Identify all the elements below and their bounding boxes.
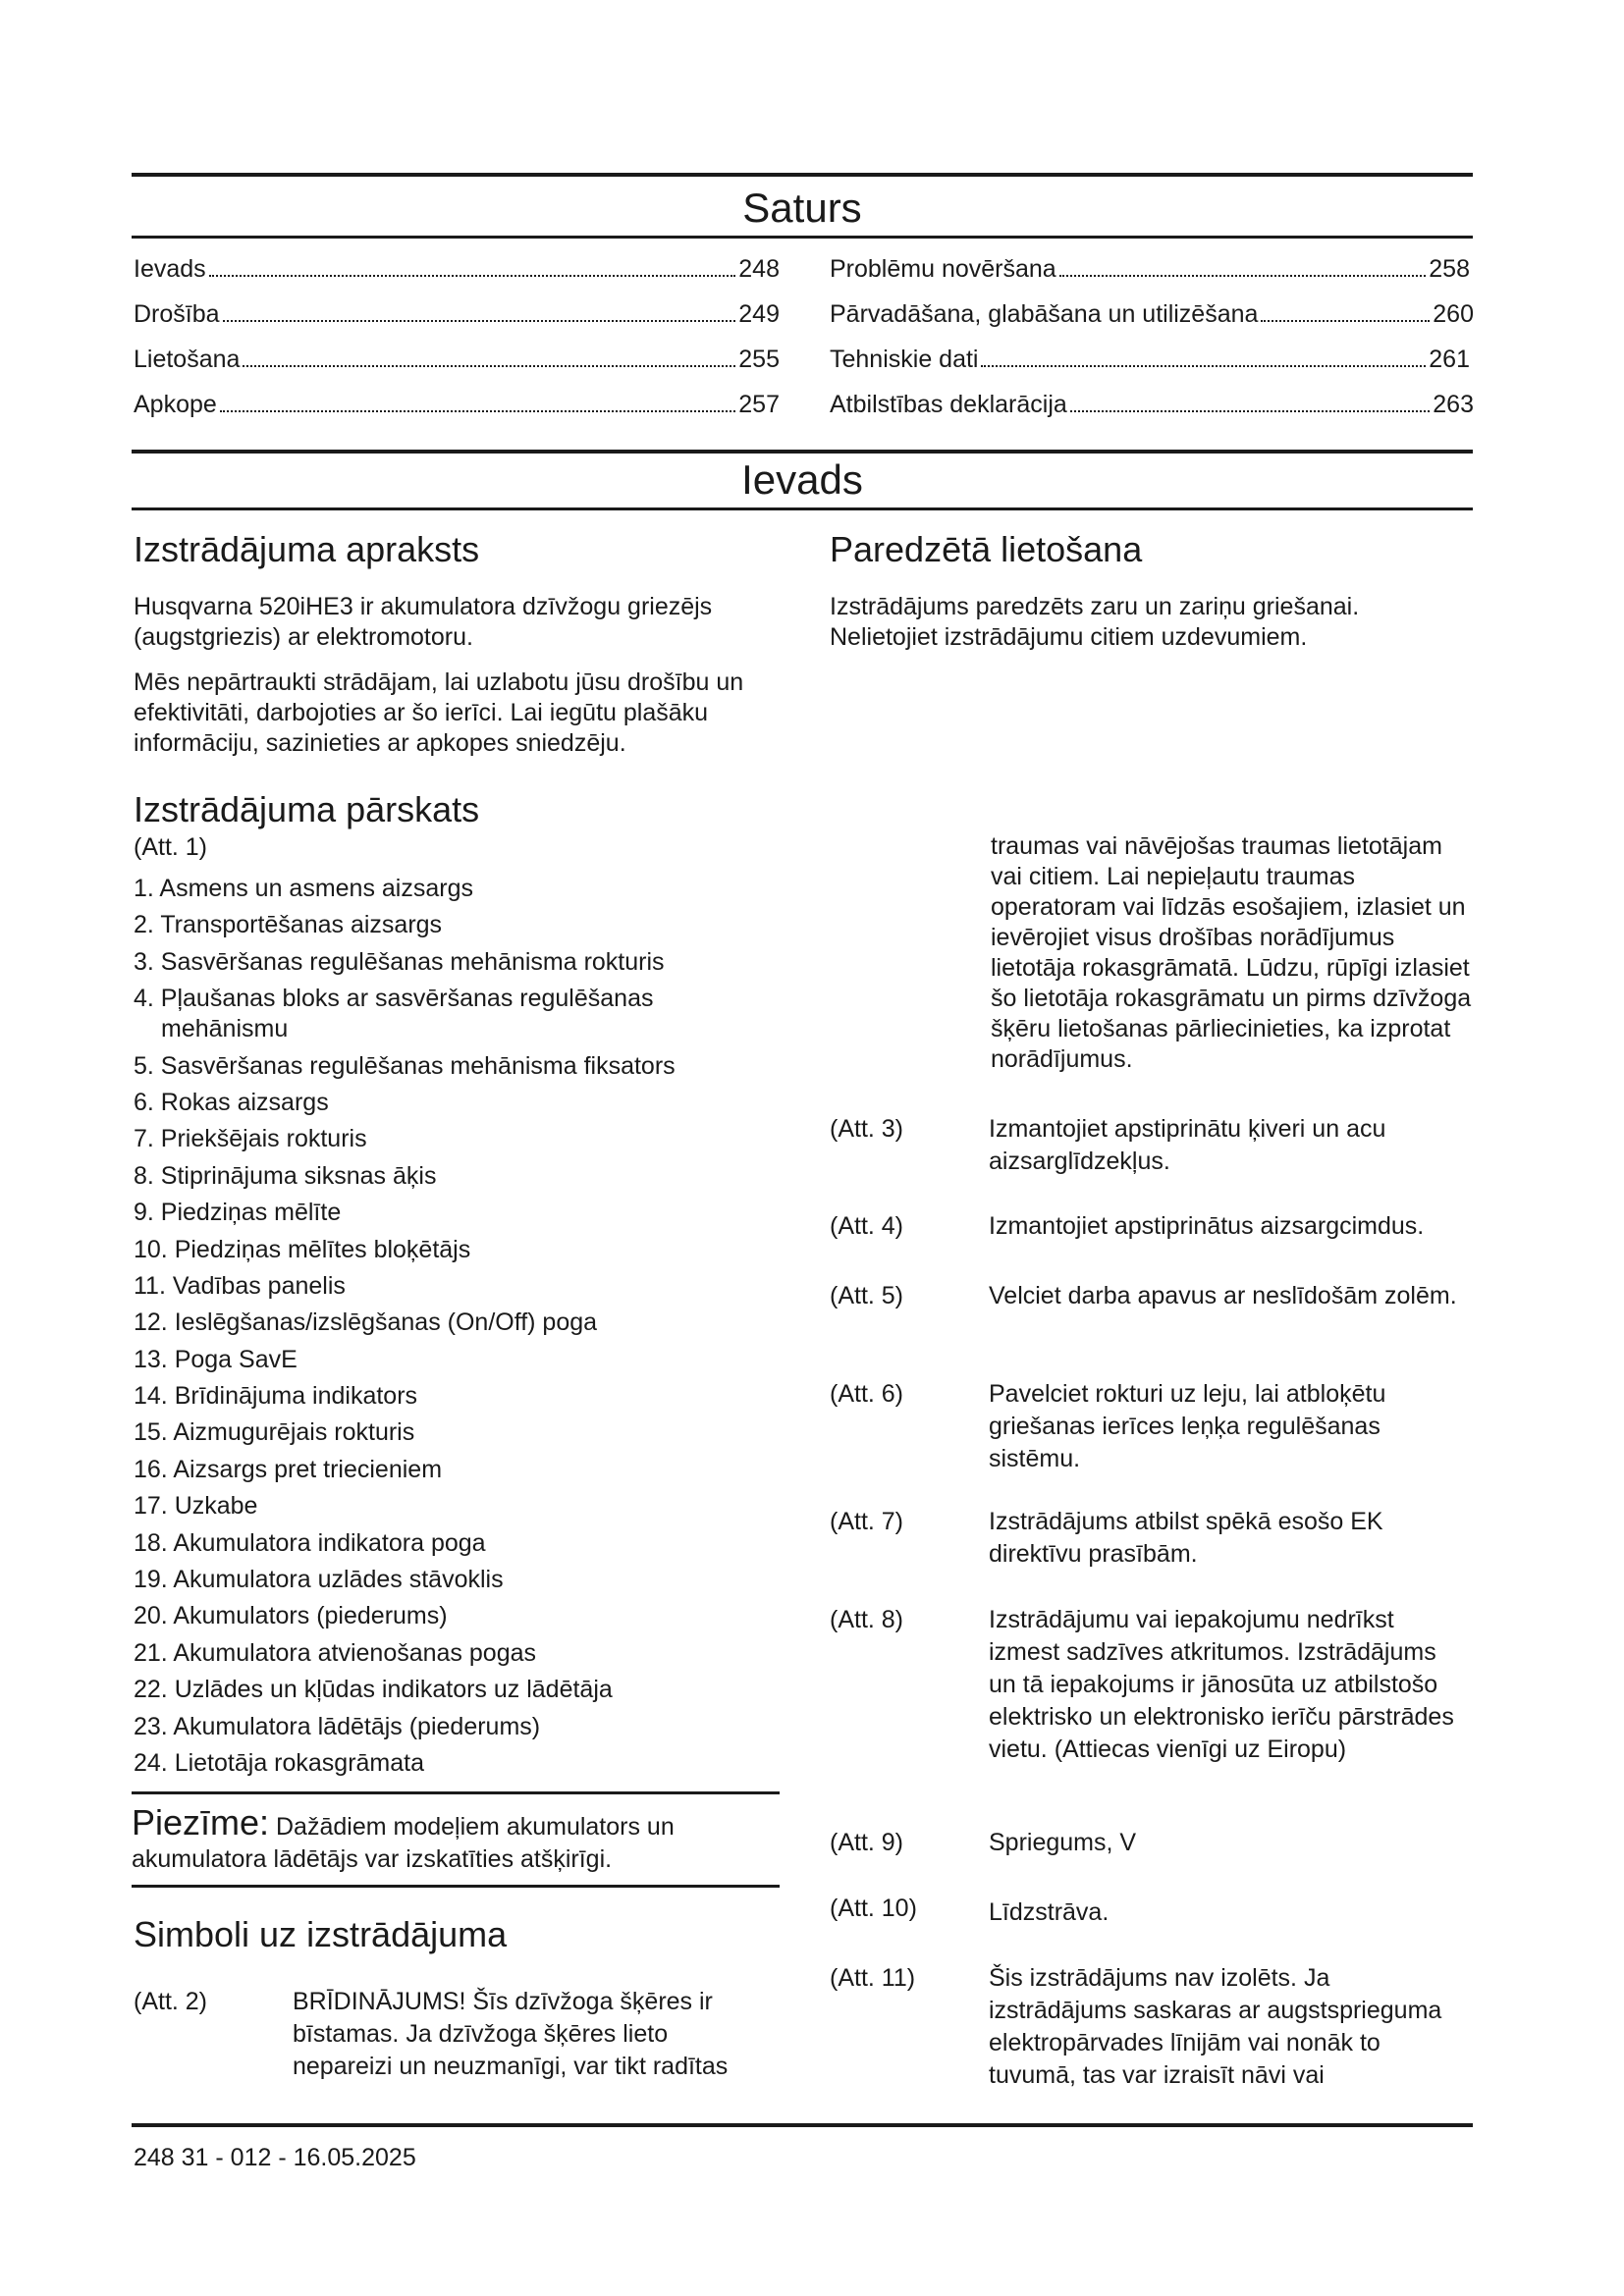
list-item: 4. Pļaušanas bloks ar sasvēršanas regulēšanas mehānismu xyxy=(134,985,654,1043)
toc-entry-page: 258 xyxy=(1429,255,1470,283)
toc-entry-page: 263 xyxy=(1433,391,1474,418)
list-item: 8. Stiprinājuma siksnas āķis xyxy=(134,1161,437,1190)
list-item: 3. Sasvēršanas regulēšanas mehānisma rokturis xyxy=(134,947,665,976)
symbol-description: Līdzstrāva. xyxy=(989,1898,1110,1926)
symbol-figure-ref: (Att. 9) xyxy=(830,1829,904,1856)
list-item: 20. Akumulators (piederums) xyxy=(134,1602,448,1630)
symbol-row xyxy=(830,1893,1473,1929)
toc-entry-page: 260 xyxy=(1433,300,1474,328)
toc-entry-label: Apkope xyxy=(134,391,217,418)
list-item: 9. Piedziņas mēlīte xyxy=(134,1199,342,1227)
toc-entry-page: 248 xyxy=(738,255,780,283)
symbol-row xyxy=(830,1280,1473,1312)
symbol-description-continued: traumas vai nāvējošas traumas lietotājam vai citiem. Lai nepieļautu traumas operatoram vai līdzās esošajiem, izlasiet un ievērojiet visus drošības norādījumus lietotāja rokasgrāmatā. Lūdzu, rūpīgi izlasiet šo lietotāja rokasgrāmatu un pirms dzīvžoga šķēru lietošanas pārliecinieties, ka izprotat norādījumus. xyxy=(991,832,1472,1073)
overview-figure-ref: (Att. 1) xyxy=(134,833,208,861)
toc-entry[interactable] xyxy=(830,389,1474,420)
toc-entry[interactable] xyxy=(830,298,1474,330)
description-paragraph-2: Mēs nepārtraukti strādājam, lai uzlabotu jūsu drošību un efektivitāti, darbojoties ar šo ierīci. Lai iegūtu plašāku informāciju, sazinieties ar apkopes sniedzēju. xyxy=(134,668,744,757)
symbol-row xyxy=(830,1113,1473,1178)
symbol-figure-ref: (Att. 2) xyxy=(134,1988,208,2015)
symbol-row xyxy=(830,1506,1473,1571)
list-item: 15. Aizmugurējais rokturis xyxy=(134,1418,415,1447)
toc-entry[interactable] xyxy=(134,389,780,420)
toc-leader xyxy=(1261,320,1430,322)
toc-leader xyxy=(981,365,1426,367)
symbol-figure-ref: (Att. 4) xyxy=(830,1212,904,1240)
list-item: 10. Piedziņas mēlītes bloķētājs xyxy=(134,1235,471,1263)
list-item: 21. Akumulatora atvienošanas pogas xyxy=(134,1638,536,1667)
toc-entry-page: 255 xyxy=(738,346,780,373)
toc-entry-page: 261 xyxy=(1429,346,1470,373)
list-item: 14. Brīdinājuma indikators xyxy=(134,1382,418,1411)
toc-entry[interactable] xyxy=(134,253,780,285)
list-item: 22. Uzlādes un kļūdas indikators uz lādētāja xyxy=(134,1676,613,1704)
list-item: 11. Vadības panelis xyxy=(134,1271,346,1300)
symbol-figure-ref: (Att. 7) xyxy=(830,1508,904,1535)
list-item: 18. Akumulatora indikatora poga xyxy=(134,1528,486,1557)
toc-entry-label: Tehniskie dati xyxy=(830,346,979,373)
symbols-heading: Simboli uz izstrādājuma xyxy=(134,1914,508,1954)
description-heading: Izstrādājuma apraksts xyxy=(134,529,480,569)
toc-entry[interactable] xyxy=(830,344,1470,375)
symbol-figure-ref: (Att. 6) xyxy=(830,1380,904,1408)
symbol-description: Izstrādājumu vai iepakojumu nedrīkst izmest sadzīves atkritumos. Izstrādājums un tā iepakojums ir jānosūta uz atbilstošo elektrisko un elektronisko ierīču pārstrādes vietu. (Attiecas vienīgi uz Eiropu) xyxy=(989,1606,1454,1763)
footer-doc-code: 248 31 - 012 - 16.05.2025 xyxy=(134,2144,416,2171)
intended-use-paragraph: Izstrādājums paredzēts zaru un zariņu griešanai. Nelietojiet izstrādājumu citiem uzdevumiem. xyxy=(830,593,1360,651)
symbol-description: Velciet darba apavus ar neslīdošām zolēm. xyxy=(989,1282,1457,1309)
intended-use-heading: Paredzētā lietošana xyxy=(830,529,1143,569)
symbol-row xyxy=(830,1378,1473,1475)
toc-entry-label: Atbilstības deklarācija xyxy=(830,391,1067,418)
list-item: 12. Ieslēgšanas/izslēgšanas (On/Off) poga xyxy=(134,1308,598,1337)
toc-leader xyxy=(223,320,736,322)
toc-entry[interactable] xyxy=(830,253,1470,285)
overview-heading: Izstrādājuma pārskats xyxy=(134,789,480,829)
list-item: 23. Akumulatora lādētājs (piederums) xyxy=(134,1712,541,1740)
note-title: Piezīme: xyxy=(132,1802,270,1842)
symbol-description: Pavelciet rokturi uz leju, lai atbloķētu griešanas ierīces leņķa regulēšanas sistēmu. xyxy=(989,1380,1386,1472)
symbol-description: Izmantojiet apstiprinātus aizsargcimdus. xyxy=(989,1212,1425,1240)
note-box xyxy=(132,1791,780,1888)
toc-entry-label: Lietošana xyxy=(134,346,241,373)
toc-entry-label: Problēmu novēršana xyxy=(830,255,1056,283)
intro-title-rule xyxy=(132,507,1473,510)
symbol-description: BRĪDINĀJUMS! Šīs dzīvžoga šķēres ir bīstamas. Ja dzīvžoga šķēres lieto nepareizi un neuzmanīgi, var tikt radītas xyxy=(293,1988,729,2080)
list-item: 24. Lietotāja rokasgrāmata xyxy=(134,1748,425,1777)
toc-leader xyxy=(1070,410,1430,412)
toc-top-rule xyxy=(132,173,1473,177)
toc-leader xyxy=(220,410,735,412)
toc-entry-page: 257 xyxy=(738,391,780,418)
list-item: 19. Akumulatora uzlādes stāvoklis xyxy=(134,1566,504,1594)
toc-entry-page: 249 xyxy=(738,300,780,328)
list-item: 13. Poga SavE xyxy=(134,1345,298,1373)
list-item: 1. Asmens un asmens aizsargs xyxy=(134,875,473,902)
note-paragraph xyxy=(132,1794,780,1876)
list-item: 2. Transportēšanas aizsargs xyxy=(134,911,443,939)
symbol-figure-ref: (Att. 5) xyxy=(830,1282,904,1309)
toc-entry[interactable] xyxy=(134,298,780,330)
toc-leader xyxy=(243,365,735,367)
symbol-figure-ref: (Att. 11) xyxy=(830,1964,916,1992)
description-paragraph-1: Husqvarna 520iHE3 ir akumulatora dzīvžogu griezējs (augstgriezis) ar elektromotoru. xyxy=(134,593,713,651)
symbol-row xyxy=(830,1827,1473,1859)
toc-entry-label: Pārvadāšana, glabāšana un utilizēšana xyxy=(830,300,1259,328)
symbol-row xyxy=(830,1210,1473,1243)
components-list xyxy=(134,874,782,1785)
toc-title-rule xyxy=(132,236,1473,239)
toc-title: Saturs xyxy=(742,185,862,231)
symbol-description: Izstrādājums atbilst spēkā esošo EK direktīvu prasībām. xyxy=(989,1508,1383,1568)
toc-entry-label: Drošība xyxy=(134,300,220,328)
list-item: 6. Rokas aizsargs xyxy=(134,1088,329,1116)
symbol-description: Izmantojiet apstiprinātu ķiveri un acu aizsarglīdzekļus. xyxy=(989,1115,1386,1175)
symbol-row xyxy=(134,1986,782,2083)
intro-top-rule xyxy=(132,450,1473,454)
symbol-figure-ref: (Att. 8) xyxy=(830,1606,904,1633)
list-item: 5. Sasvēršanas regulēšanas mehānisma fiksators xyxy=(134,1051,676,1080)
note-text: Dažādiem modeļiem akumulators un akumulatora lādētājs var izskatīties atšķirīgi. xyxy=(132,1813,675,1873)
symbol-row xyxy=(830,1962,1473,2092)
toc-leader xyxy=(209,275,736,277)
intro-title: Ievads xyxy=(741,456,863,503)
toc-entry[interactable] xyxy=(134,344,780,375)
list-item: 7. Priekšējais rokturis xyxy=(134,1125,367,1153)
toc-entry-label: Ievads xyxy=(134,255,206,283)
toc-leader xyxy=(1059,275,1427,277)
symbol-figure-ref: (Att. 3) xyxy=(830,1115,904,1143)
symbol-description: Spriegums, V xyxy=(989,1829,1137,1856)
symbol-figure-ref: (Att. 10) xyxy=(830,1895,917,1922)
list-item: 16. Aizsargs pret triecieniem xyxy=(134,1455,443,1483)
footer-rule xyxy=(132,2123,1473,2127)
symbol-description: Šis izstrādājums nav izolēts. Ja izstrādājums saskaras ar augstsprieguma elektropārvades līnijām vai nonāk to tuvumā, tas var izraisīt nāvi vai xyxy=(989,1964,1442,2089)
symbol-row xyxy=(830,1604,1473,1766)
list-item: 17. Uzkabe xyxy=(134,1492,258,1521)
